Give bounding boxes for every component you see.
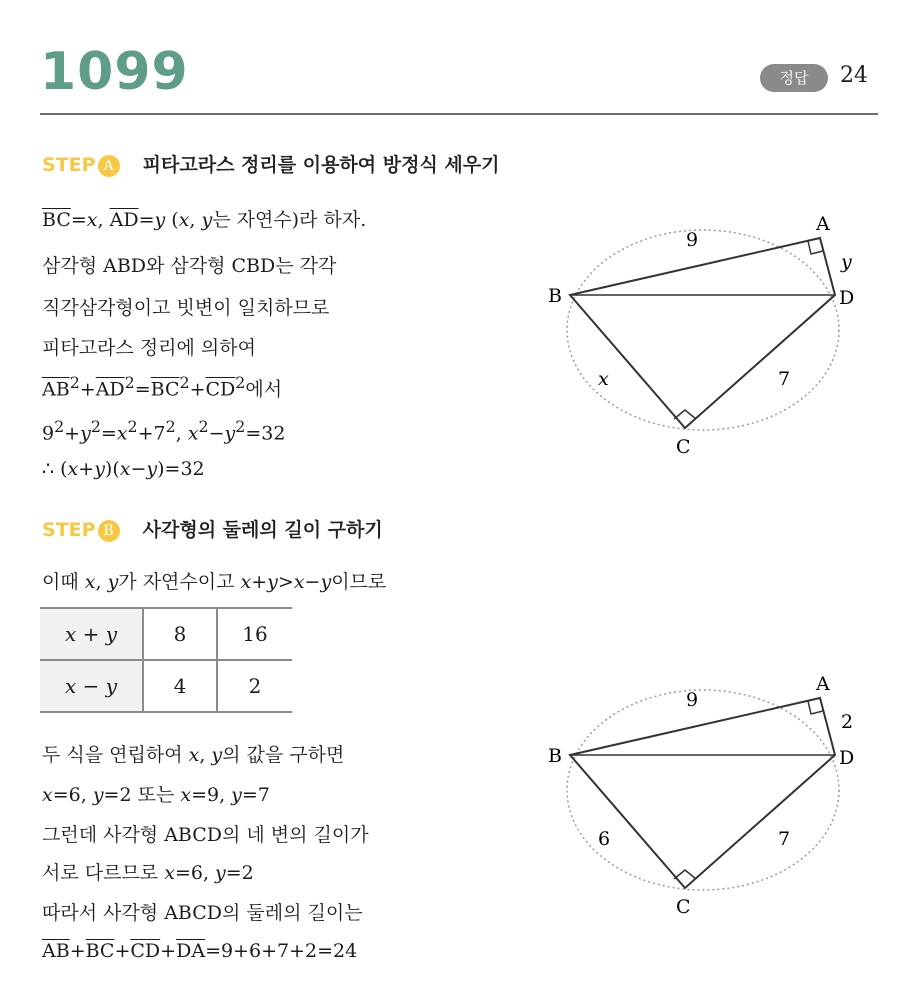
header-divider	[40, 113, 878, 115]
step-a-label: STEP	[42, 154, 96, 176]
step-b-line-3: 그런데 사각형 ABCD의 네 변의 길이가	[42, 824, 369, 846]
side-ab-label: 9	[686, 229, 699, 251]
vertex-a: A	[816, 213, 830, 235]
figure-quadrilateral-2	[540, 660, 870, 925]
step-b-line-2: x=6, y=2 또는 x=9, y=7	[42, 784, 270, 806]
step-b-title: 사각형의 둘레의 길이 구하기	[142, 519, 383, 541]
table-cell: 16	[217, 608, 292, 660]
answer-badge: 정답	[760, 64, 828, 92]
step-b-line-6: $\overline{AB}+\overline{BC}+\overline{CD}+\overline{DA}=9+6+7+2=24$	[42, 940, 358, 962]
step-a-letter: A	[98, 155, 120, 177]
quadrilateral-abcd	[570, 698, 835, 888]
answer-value: 24	[840, 63, 868, 88]
step-b-label: STEP	[42, 519, 96, 541]
table-header-cell: x + y	[40, 608, 143, 660]
side-ad-label: y	[841, 251, 852, 273]
circumcircle	[567, 690, 839, 890]
vertex-d: D	[839, 747, 855, 769]
step-b-line-4: 서로 다르므로 x=6, y=2	[42, 862, 254, 884]
vertex-c: C	[676, 896, 691, 918]
table-cell: 8	[143, 608, 217, 660]
vertex-a: A	[816, 673, 830, 695]
step-a-line-5: $\overline{AB}^2+\overline{AD}^2=\overline{BC}^2+\overline{CD}^2$에서	[42, 373, 283, 401]
vertex-d: D	[839, 287, 855, 309]
step-b-line-1: 두 식을 연립하여 x, y의 값을 구하면	[42, 744, 345, 766]
step-a-title: 피타고라스 정리를 이용하여 방정식 세우기	[142, 154, 500, 176]
value-table	[40, 607, 292, 713]
vertex-b: B	[548, 745, 562, 767]
vertex-c: C	[676, 436, 691, 458]
side-cd-label: 7	[778, 368, 791, 390]
circumcircle	[567, 230, 839, 430]
side-ad-label: 2	[841, 711, 854, 733]
side-bc-label: 6	[598, 828, 611, 850]
step-a-line-6: $9^2+y^2=x^2+7^2$, $x^2-y^2=32$	[42, 417, 286, 445]
side-bc-label: x	[598, 368, 609, 390]
step-b-heading	[42, 515, 383, 542]
table-header-cell: x − y	[40, 660, 143, 712]
step-a-line-7: ∴ (x+y)(x−y)=32	[42, 458, 205, 480]
problem-number: 1099	[40, 42, 189, 102]
table-cell: 4	[143, 660, 217, 712]
side-ab-label: 9	[686, 689, 699, 711]
table-row	[40, 608, 292, 660]
table-row	[40, 660, 292, 712]
step-a-line-2: 삼각형 ABD와 삼각형 CBD는 각각	[42, 255, 337, 277]
side-cd-label: 7	[778, 828, 791, 850]
step-b-intro: 이때 x, y가 자연수이고 x+y>x−y이므로	[42, 571, 387, 593]
step-b-line-5: 따라서 사각형 ABCD의 둘레의 길이는	[42, 902, 363, 924]
step-a-heading	[42, 150, 500, 177]
table-cell: 2	[217, 660, 292, 712]
step-b-letter: B	[98, 520, 120, 542]
step-a-line-3: 직각삼각형이고 빗변이 일치하므로	[42, 297, 330, 319]
vertex-b: B	[548, 285, 562, 307]
figure-quadrilateral-1	[540, 200, 870, 465]
step-a-line-4: 피타고라스 정리에 의하여	[42, 337, 256, 359]
quadrilateral-abcd	[570, 238, 835, 428]
step-a-line-1: $\overline{BC}=x$, $\overline{AD}=y$ (x, y는 자연수)라 하자.	[42, 209, 367, 231]
